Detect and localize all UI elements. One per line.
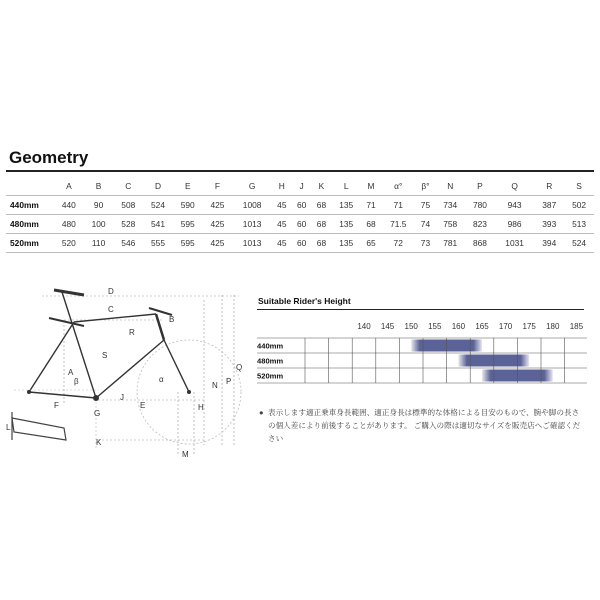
geometry-cell: 68: [361, 215, 381, 234]
seat-tube: [62, 292, 96, 398]
column-header: Q: [511, 181, 518, 191]
column-header: α°: [394, 181, 403, 191]
geometry-row: [6, 234, 594, 253]
column-header: E: [184, 181, 191, 191]
height-row-label: 480mm: [257, 356, 284, 366]
column-header: K: [318, 181, 325, 191]
geometry-cell: 1013: [232, 215, 272, 234]
column-header: L: [343, 181, 349, 191]
label-h: H: [198, 403, 204, 412]
geometry-cell: 45: [272, 234, 292, 253]
height-tick-label: 185: [569, 322, 584, 331]
note-text: 表示します適正乗車身長範囲、適正身長は標準的な体格による目安のもので、腕や脚の長さの個人差により前後することがあります。 ご購入の際は適切なサイズを販売店へご確認ください: [268, 408, 581, 443]
height-tick-label: 150: [404, 322, 418, 331]
geometry-cell: 943: [495, 196, 535, 215]
bottom-bracket: [93, 395, 99, 401]
label-a: A: [68, 368, 74, 377]
row-size-label: 480mm: [6, 215, 54, 234]
label-e: E: [140, 401, 146, 410]
column-header: F: [214, 181, 221, 191]
geometry-cell: 394: [534, 234, 564, 253]
label-b: B: [169, 315, 175, 324]
height-tick-label: 160: [451, 322, 466, 331]
geometry-header-row: [6, 177, 594, 196]
label-alpha: α: [159, 375, 164, 384]
column-header: R: [546, 181, 553, 191]
geometry-cell: 1013: [232, 234, 272, 253]
column-header: β°: [421, 181, 430, 191]
column-header: J: [299, 181, 304, 191]
height-row-label: 440mm: [257, 341, 284, 351]
header-corner: [6, 177, 54, 196]
geometry-cell: 45: [272, 196, 292, 215]
geometry-cell: 393: [534, 215, 564, 234]
geometry-cell: 71: [381, 196, 416, 215]
height-tick-label: 180: [546, 322, 560, 331]
front-axle: [187, 390, 191, 394]
column-header: C: [125, 181, 132, 191]
geometry-cell: 425: [203, 215, 233, 234]
geometry-cell: 74: [416, 215, 436, 234]
height-tick-label: 170: [498, 322, 513, 331]
geometry-cell: 1008: [232, 196, 272, 215]
column-header: G: [248, 181, 256, 191]
geometry-cell: 440: [54, 196, 84, 215]
note: [259, 406, 586, 445]
geometry-cell: 508: [113, 196, 143, 215]
label-m: M: [182, 450, 189, 459]
row-size-label: 440mm: [6, 196, 54, 215]
geometry-cell: 734: [435, 196, 465, 215]
geometry-cell: 75: [416, 196, 436, 215]
geometry-cell: 480: [54, 215, 84, 234]
label-s: S: [102, 351, 108, 360]
height-tick-label: 155: [428, 322, 442, 331]
column-header: A: [66, 181, 72, 191]
geometry-cell: 1031: [495, 234, 535, 253]
geometry-cell: 425: [203, 234, 233, 253]
geometry-cell: 65: [361, 234, 381, 253]
geometry-cell: 100: [84, 215, 114, 234]
geometry-cell: 595: [173, 215, 203, 234]
geometry-cell: 425: [203, 196, 233, 215]
geometry-cell: 520: [54, 234, 84, 253]
crank-arm-shape: [12, 418, 66, 440]
rider-height-rule: [257, 309, 584, 310]
geometry-cell: 68: [312, 196, 332, 215]
geometry-body: [6, 196, 594, 253]
rider-height-chart: [257, 318, 587, 396]
rider-height-title: Suitable Rider's Height: [258, 296, 351, 306]
height-tick-label: 165: [475, 322, 489, 331]
geometry-cell: 135: [331, 234, 361, 253]
top-tube: [74, 314, 156, 322]
row-size-label: 520mm: [6, 234, 54, 253]
height-tick-label: 145: [380, 322, 395, 331]
geometry-cell: 780: [465, 196, 495, 215]
saddle: [54, 290, 84, 295]
geometry-cell: 60: [292, 215, 312, 234]
geometry-cell: 595: [173, 234, 203, 253]
geometry-cell: 135: [331, 196, 361, 215]
label-n: N: [212, 381, 218, 390]
geometry-cell: 68: [312, 215, 332, 234]
geometry-cell: 528: [113, 215, 143, 234]
geometry-cell: 72: [381, 234, 416, 253]
geometry-cell: 73: [416, 234, 436, 253]
geometry-cell: 60: [292, 196, 312, 215]
height-tick-label: 140: [357, 322, 371, 331]
geometry-cell: 110: [84, 234, 114, 253]
fork: [164, 340, 189, 392]
geometry-cell: 524: [564, 234, 594, 253]
geometry-row: [6, 196, 594, 215]
geometry-cell: 71.5: [381, 215, 416, 234]
height-row-label: 520mm: [257, 371, 284, 381]
geometry-cell: 45: [272, 215, 292, 234]
geometry-cell: 502: [564, 196, 594, 215]
column-header: B: [95, 181, 102, 191]
geometry-cell: 71: [361, 196, 381, 215]
height-tick-label: 175: [522, 322, 536, 331]
label-f: F: [54, 401, 59, 410]
geometry-row: [6, 215, 594, 234]
column-header: S: [576, 181, 582, 191]
geometry-cell: 590: [173, 196, 203, 215]
column-header: P: [477, 181, 483, 191]
geometry-cell: 90: [84, 196, 114, 215]
column-header: N: [447, 181, 454, 191]
geometry-cell: 387: [534, 196, 564, 215]
geometry-cell: 781: [435, 234, 465, 253]
label-l: L: [6, 423, 11, 432]
title-rule: [6, 170, 594, 172]
label-r: R: [129, 328, 135, 337]
geometry-cell: 555: [143, 234, 173, 253]
label-j: J: [120, 393, 124, 402]
geometry-cell: 546: [113, 234, 143, 253]
geometry-cell: 60: [292, 234, 312, 253]
label-q: Q: [236, 363, 243, 372]
note-bullet: ●: [259, 408, 264, 417]
geometry-cell: 541: [143, 215, 173, 234]
geometry-cell: 513: [564, 215, 594, 234]
column-header: M: [367, 181, 375, 191]
geometry-cell: 135: [331, 215, 361, 234]
label-p: P: [226, 377, 232, 386]
label-d: D: [108, 287, 114, 296]
geometry-cell: 68: [312, 234, 332, 253]
column-header: H: [278, 181, 285, 191]
geometry-cell: 823: [465, 215, 495, 234]
geometry-table: [6, 177, 594, 253]
geometry-cell: 524: [143, 196, 173, 215]
rear-axle: [27, 390, 31, 394]
label-g: G: [94, 409, 101, 418]
chain-stay: [29, 392, 96, 398]
seat-stay: [29, 322, 74, 392]
label-k: K: [96, 438, 102, 447]
label-c: C: [108, 305, 114, 314]
down-tube: [96, 340, 164, 398]
geometry-cell: 986: [495, 215, 535, 234]
label-beta: β: [74, 377, 79, 386]
geometry-cell: 868: [465, 234, 495, 253]
bike-geometry-diagram: [4, 280, 256, 465]
column-header: D: [154, 181, 162, 191]
page-title: Geometry: [9, 148, 89, 167]
head-tube: [156, 314, 164, 340]
geometry-cell: 758: [435, 215, 465, 234]
